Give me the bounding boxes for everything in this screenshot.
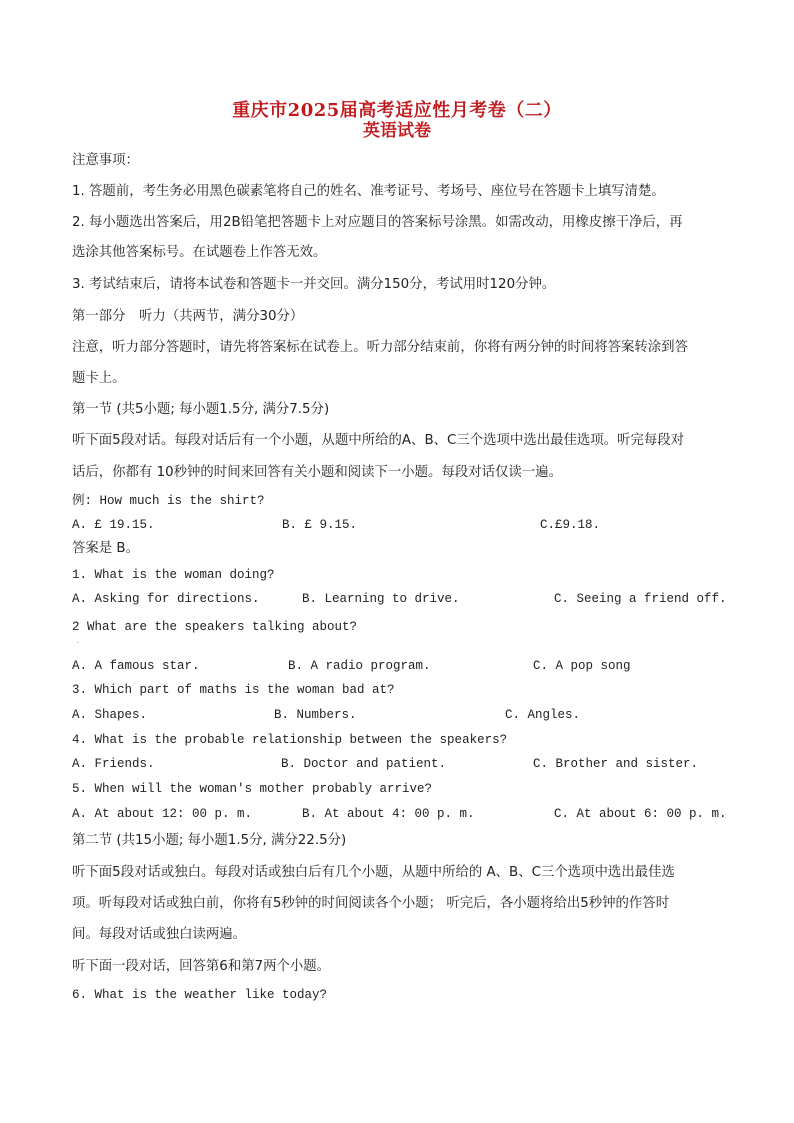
notice-heading: 注意事项： [72,153,139,168]
section2-instr-line-2: 项。听每段对话或独白前，你将有5秒钟的时间阅读各个小题； 听完后，各小题将给出5秒钟的作答时 [72,896,670,911]
dialog-intro: 听下面一段对话，回答第6和第7两个小题。 [72,959,331,974]
section2-instr-line-3: 间。每段对话或独白读两遍。 [72,927,247,942]
question-4-option-c: C. Brother and sister. [533,757,699,771]
question-3: 3. Which part of maths is the woman bad at? [72,683,395,697]
notice-item-2-line-2: 选涂其他答案标号。在试题卷上作答无效。 [72,245,327,260]
question-2-option-c: C. A pop song [533,659,631,673]
question-1-option-a: A. Asking for directions. [72,592,260,606]
section1-instr-line-1: 听下面5段对话。每段对话后有一个小题，从题中所给的A、B、C三个选项中选出最佳选项。听完每段对 [72,433,685,448]
question-1-option-c: C. Seeing a friend off. [554,592,727,606]
example-option-a: A. £ 19.15. [72,518,155,532]
part1-heading: 第一部分 听力（共两节，满分30分） [72,309,304,324]
question-5-option-b: B. At about 4: 00 p. m. [302,807,475,821]
question-5: 5. When will the woman's mother probably arrive? [72,782,433,796]
example-option-c: C.£9.18. [540,518,601,532]
question-3-option-c: C. Angles. [505,708,581,722]
section1-heading: 第一节 (共5小题; 每小题1.5分, 满分7.5分) [72,402,330,417]
example-answer: 答案是 B。 [72,541,140,556]
exam-title: 重庆市2025届高考适应性月考卷（二） [232,100,562,121]
question-3-option-b: B. Numbers. [274,708,357,722]
question-3-option-a: A. Shapes. [72,708,148,722]
question-6: 6. What is the weather like today? [72,988,328,1002]
question-2: 2 What are the speakers talking about? [72,620,358,634]
part1-note-line-2: 题卡上。 [72,371,126,386]
question-1-option-b: B. Learning to drive. [302,592,460,606]
stray-mark: · [77,640,79,647]
question-2-option-a: A. A famous star. [72,659,200,673]
exam-subtitle: 英语试卷 [363,121,431,141]
section2-instr-line-1: 听下面5段对话或独白。每段对话或独白后有几个小题，从题中所给的 A、B、C三个选项中选出最佳选 [72,865,675,880]
example-option-b: B. £ 9.15. [282,518,358,532]
notice-item-3: 3. 考试结束后，请将本试卷和答题卡一并交回。满分150分，考试用时120分钟。 [72,277,556,292]
question-4: 4. What is the probable relationship between the speakers? [72,733,508,747]
example-question: 例: How much is the shirt? [72,494,265,508]
notice-item-1: 1. 答题前，考生务必用黑色碳素笔将自己的姓名、准考证号、考场号、座位号在答题卡上填写清楚。 [72,184,665,199]
question-1: 1. What is the woman doing? [72,568,275,582]
section1-instr-line-2: 话后，你都有 10秒钟的时间来回答有关小题和阅读下一小题。每段对话仅读一遍。 [72,465,562,480]
part1-note-line-1: 注意，听力部分答题时，请先将答案标在试卷上。听力部分结束前，你将有两分钟的时间将答案转涂到答 [72,340,688,355]
question-2-option-b: B. A radio program. [288,659,431,673]
question-4-option-a: A. Friends. [72,757,155,771]
section2-heading: 第二节 (共15小题; 每小题1.5分, 满分22.5分) [72,833,347,848]
question-4-option-b: B. Doctor and patient. [281,757,447,771]
question-5-option-c: C. At about 6: 00 p. m. [554,807,727,821]
notice-item-2-line-1: 2. 每小题选出答案后，用2B铅笔把答题卡上对应题目的答案标号涂黑。如需改动，用橡皮擦干净后，再 [72,215,683,230]
question-5-option-a: A. At about 12: 00 p. m. [72,807,253,821]
